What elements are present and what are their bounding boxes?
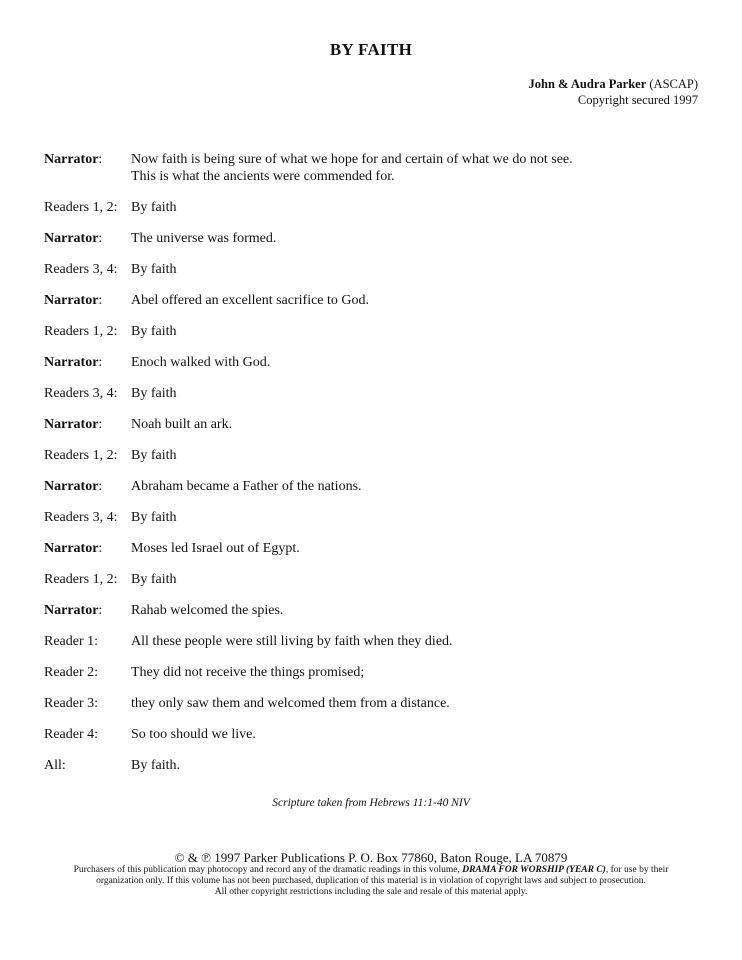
- script-body: [44, 151, 704, 788]
- scripture-note: Scripture taken from Hebrews 11:1-40 NIV: [272, 797, 470, 809]
- speaker-label: Narrator:: [44, 293, 103, 308]
- speech-text: Noah built an ark.: [131, 417, 233, 432]
- script-line: [44, 664, 704, 681]
- speech-text: By faith: [131, 386, 177, 401]
- speech-text: Moses led Israel out of Egypt.: [131, 541, 300, 556]
- fine-print-text: , for use by their: [605, 865, 669, 875]
- script-line: [44, 726, 704, 743]
- script-line: [44, 151, 704, 185]
- speaker-label: Readers 3, 4:: [44, 386, 118, 401]
- speech-text: Rahab welcomed the spies.: [131, 603, 284, 618]
- script-line: [44, 230, 704, 247]
- society: (ASCAP): [646, 77, 698, 91]
- speaker-label: Reader 3:: [44, 696, 99, 711]
- speech-text: By faith.: [131, 758, 180, 773]
- author-line: [529, 76, 698, 92]
- speaker-label: Narrator:: [44, 479, 103, 494]
- speaker-label: Reader 1:: [44, 634, 99, 649]
- speech-text: So too should we live.: [131, 727, 256, 742]
- speech-text: By faith: [131, 572, 177, 587]
- speech-text: By faith: [131, 200, 177, 215]
- script-line: [44, 354, 704, 371]
- speech-text: Abraham became a Father of the nations.: [131, 479, 362, 494]
- authors: John & Audra Parker: [528, 77, 647, 91]
- script-line: [44, 633, 704, 650]
- footer: [0, 850, 742, 898]
- speaker-label: Narrator:: [44, 231, 103, 246]
- speaker-label: Readers 1, 2:: [44, 572, 118, 587]
- speaker-label: Readers 1, 2:: [44, 324, 118, 339]
- fine-print-line-3: All other copyright restrictions including the sale and resale of this material apply.: [214, 887, 528, 897]
- speaker-label: Narrator:: [44, 541, 103, 556]
- speech-text: Abel offered an excellent sacrifice to God.: [131, 293, 370, 308]
- speaker-label: All:: [44, 758, 66, 773]
- fine-print-line-1: [0, 865, 742, 876]
- speech-text: All these people were still living by faith when they died.: [131, 634, 453, 649]
- speech-text: The universe was formed.: [131, 231, 277, 246]
- speech-text: By faith: [131, 262, 177, 277]
- fine-print-text: Purchasers of this publication may photocopy and record any of the dramatic readings in this volume,: [73, 865, 463, 875]
- publisher-line: © & ℗ 1997 Parker Publications P. O. Box 77860, Baton Rouge, LA 70879: [174, 850, 568, 865]
- script-line: [44, 540, 704, 557]
- speech-text: By faith: [131, 510, 177, 525]
- speech-text: Enoch walked with God.: [131, 355, 271, 370]
- speaker-label: Narrator:: [44, 152, 103, 167]
- speaker-label: Readers 3, 4:: [44, 510, 118, 525]
- script-line: [44, 416, 704, 433]
- script-line: [44, 292, 704, 309]
- speech-text: they only saw them and welcomed them from a distance.: [131, 696, 450, 711]
- speech-text: Now faith is being sure of what we hope for and certain of what we do not see. This is what the ancients were commended for.: [131, 152, 573, 184]
- script-line: [44, 447, 704, 464]
- speaker-label: Reader 4:: [44, 727, 99, 742]
- speaker-label: Reader 2:: [44, 665, 99, 680]
- script-line: [44, 478, 704, 495]
- script-line: [44, 757, 704, 774]
- speech-text: By faith: [131, 448, 177, 463]
- script-line: [44, 509, 704, 526]
- script-line: [44, 261, 704, 278]
- script-line: [44, 199, 704, 216]
- script-line: [44, 323, 704, 340]
- page-title: BY FAITH: [329, 40, 413, 59]
- script-line: [44, 385, 704, 402]
- fine-print-line-2: organization only. If this volume has not been purchased, duplication of this material is in violation of copyright laws and subject to prosecution.: [96, 876, 646, 886]
- speech-text: They did not receive the things promised;: [131, 665, 365, 680]
- speaker-label: Narrator:: [44, 417, 103, 432]
- speaker-label: Readers 3, 4:: [44, 262, 118, 277]
- speech-text: By faith: [131, 324, 177, 339]
- script-line: [44, 695, 704, 712]
- volume-title: DRAMA FOR WORSHIP (YEAR C): [462, 865, 606, 875]
- script-line: [44, 602, 704, 619]
- credits-block: [529, 76, 698, 108]
- speaker-label: Readers 1, 2:: [44, 448, 118, 463]
- speaker-label: Readers 1, 2:: [44, 200, 118, 215]
- copyright-line: Copyright secured 1997: [577, 93, 698, 107]
- speaker-label: Narrator:: [44, 603, 103, 618]
- script-line: [44, 571, 704, 588]
- speaker-label: Narrator:: [44, 355, 103, 370]
